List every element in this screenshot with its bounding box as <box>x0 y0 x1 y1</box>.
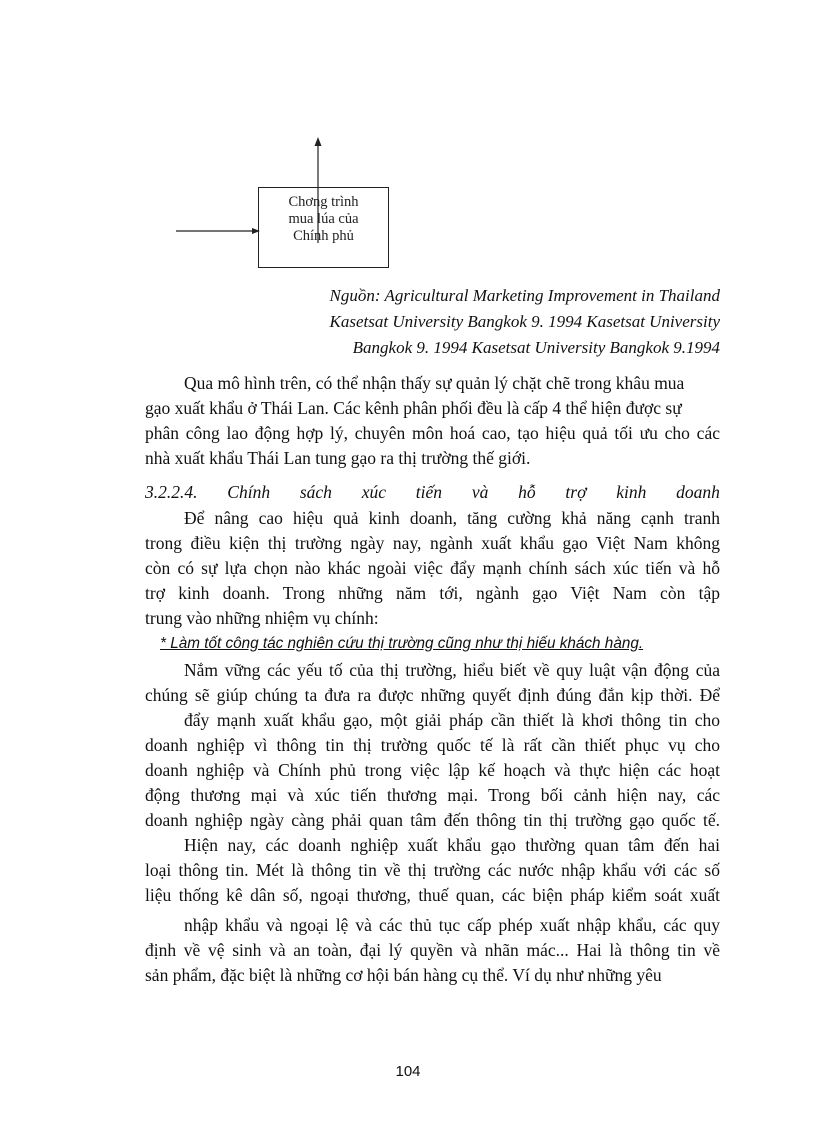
para2-line: trợ kinh doanh. Trong những năm tới, ngành gạo Việt Nam còn tập <box>145 583 720 603</box>
task-item-market-research: * Làm tốt công tác nghiên cứu thị trường cũng như thị hiếu khách hàng. <box>160 635 644 652</box>
heading-word: và <box>471 482 489 502</box>
arrow-right-icon <box>176 228 260 234</box>
para1-line: Qua mô hình trên, có thể nhận thấy sự quản lý chặt chẽ trong khâu mua <box>184 373 685 393</box>
heading-word: trợ <box>565 482 587 502</box>
para3-line: Nắm vững các yếu tố của thị trường, hiểu biết về quy luật vận động của <box>184 660 720 680</box>
para2-line: Để nâng cao hiệu quả kinh doanh, tăng cường khả năng cạnh tranh <box>184 508 720 528</box>
para3-line: doanh nghiệp vì thông tin thị trường quốc tế là rất cần thiết phục vụ cho <box>145 735 720 755</box>
para4-line: định về vệ sinh và an toàn, đại lý quyền và nhãn mác... Hai là thông tin về <box>145 940 720 960</box>
para4-line: sản phẩm, đặc biệt là những cơ hội bán hàng cụ thể. Ví dụ như những yêu <box>145 965 662 985</box>
para2-line: trong điều kiện thị trường ngày nay, ngành xuất khẩu gạo Việt Nam không <box>145 533 720 553</box>
heading-word: Chính <box>227 482 271 502</box>
para4-line: Hiện nay, các doanh nghiệp xuất khẩu gạo thường quan tâm đến hai <box>184 835 720 855</box>
box-line: Chính phủ <box>293 228 354 244</box>
para3-line: doanh nghiệp và Chính phủ trong việc lập kế hoạch và thực hiện các hoạt <box>145 760 720 780</box>
heading-word: hỗ <box>518 482 536 502</box>
para2-line: trung vào những nhiệm vụ chính: <box>145 608 379 628</box>
page-number: 104 <box>395 1063 421 1080</box>
para3-line: đẩy mạnh xuất khẩu gạo, một giải pháp cần thiết là khơi thông tin cho <box>184 710 720 730</box>
source-line: Bangkok 9. 1994 Kasetsat University Bangkok 9.1994 <box>352 338 720 357</box>
para3-line: động thương mại và xúc tiến thương mại. Trong bối cảnh hiện nay, các <box>145 785 720 805</box>
para1-line: nhà xuất khẩu Thái Lan tung gạo ra thị trường thế giới. <box>145 448 531 468</box>
para4-line: loại thông tin. Mét là thông tin về thị trường các nước nhập khẩu với các số <box>145 860 720 880</box>
para4-line: nhập khẩu và ngoại lệ và các thủ tục cấp phép xuất nhập khẩu, các quy <box>184 915 720 935</box>
para2-line: còn có sự lựa chọn nào khác ngoài việc đẩy mạnh chính sách xúc tiến và hỗ <box>145 558 720 578</box>
para4-line: liệu thống kê dân số, ngoại thương, thuế quan, các biện pháp kiểm soát xuất <box>145 885 720 905</box>
box-label <box>258 194 389 245</box>
heading-number: 3.2.2.4. <box>145 482 198 502</box>
section-heading <box>145 481 720 503</box>
para1-line: phân công lao động hợp lý, chuyên môn hoá cao, tạo hiệu quả tối ưu cho các <box>145 423 720 443</box>
para3-line: doanh nghiệp ngày càng phải quan tâm đến thông tin thị trường gạo quốc tế. <box>145 810 720 830</box>
source-line: Kasetsat University Bangkok 9. 1994 Kasetsat University <box>329 312 720 331</box>
box-line: mua lúa của <box>288 211 359 227</box>
flow-diagram <box>0 0 816 300</box>
heading-word: sách <box>299 482 332 502</box>
heading-word: doanh <box>676 482 720 502</box>
para3-line: chúng sẽ giúp chúng ta đưa ra được những quyết định đúng đắn kịp thời. Để <box>145 685 720 705</box>
para1-line: gạo xuất khẩu ở Thái Lan. Các kênh phân phối đều là cấp 4 thể hiện được sự <box>145 398 682 418</box>
heading-word: kinh <box>616 482 647 502</box>
heading-word: xúc <box>361 482 387 502</box>
source-line: Nguồn: Agricultural Marketing Improvement in Thailand <box>329 286 720 305</box>
box-line: Chơng trình <box>288 194 359 210</box>
heading-word: tiến <box>415 482 443 502</box>
